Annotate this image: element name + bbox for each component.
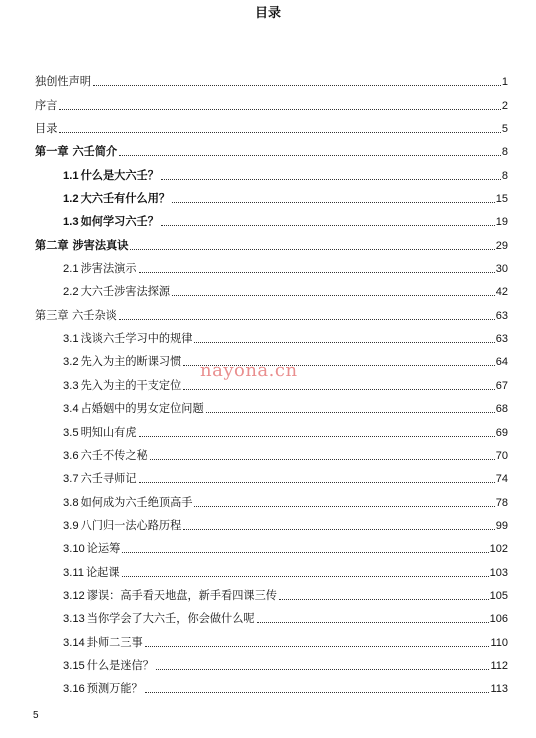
- toc-entry[interactable]: [35, 533, 508, 556]
- toc-entry[interactable]: [35, 183, 508, 206]
- toc-entry-page: 42: [495, 286, 508, 299]
- toc-entry-number: 3.7: [63, 473, 79, 486]
- toc-entry-page: 112: [490, 659, 508, 672]
- dot-leader: [59, 109, 500, 110]
- toc-entry-label: 什么是大六壬？: [80, 168, 159, 182]
- page-title: 目录: [254, 6, 281, 21]
- dot-leader: [183, 529, 494, 530]
- toc-entry-page: 70: [495, 449, 508, 462]
- toc-entry[interactable]: [35, 556, 508, 579]
- dot-leader: [257, 622, 489, 623]
- toc-entry-number: 3.3: [63, 379, 79, 392]
- toc-entry-number: 3.10: [63, 543, 85, 556]
- toc-entry-label: 独创性声明: [35, 75, 91, 89]
- toc-entry-page: 63: [495, 309, 508, 322]
- dot-leader: [93, 85, 501, 86]
- toc-entry-page: 74: [495, 473, 508, 486]
- dot-leader: [150, 459, 495, 460]
- toc-entry-page: 30: [495, 263, 508, 276]
- toc-entry-number: 2.2: [63, 286, 79, 299]
- toc-entry[interactable]: [35, 299, 508, 322]
- toc-entry-label: 谬误：高手看天地盘，新手看四课三传: [86, 588, 277, 602]
- toc-entry-label: 目录: [35, 122, 58, 136]
- toc-entry-label: 六壬不传之秘: [80, 448, 148, 462]
- toc-entry[interactable]: [35, 113, 508, 136]
- toc-entry[interactable]: [35, 673, 508, 696]
- toc-entry-page: 68: [495, 403, 508, 416]
- dot-leader: [194, 342, 494, 343]
- toc-entry-page: 15: [495, 193, 508, 206]
- dot-leader: [122, 552, 488, 553]
- toc-entry-number: 3.4: [63, 403, 79, 416]
- toc-entry-label: 论运筹: [86, 542, 121, 556]
- toc-entry[interactable]: [35, 229, 508, 252]
- dot-leader: [145, 646, 490, 647]
- toc-entry-label: 先入为主的干支定位: [80, 378, 182, 392]
- toc-entry[interactable]: [35, 136, 508, 159]
- dot-leader: [119, 155, 501, 156]
- toc-entry[interactable]: [35, 89, 508, 112]
- toc-entry-page: 106: [489, 613, 508, 626]
- toc-entry[interactable]: [35, 276, 508, 299]
- toc-entry[interactable]: [35, 159, 508, 182]
- watermark: nayona.cn: [200, 360, 298, 381]
- toc-entry-page: 67: [495, 379, 508, 392]
- toc-entry[interactable]: [35, 650, 508, 673]
- toc-entry-number: 3.9: [63, 519, 79, 532]
- toc-entry-page: 64: [495, 356, 508, 369]
- dot-leader: [161, 179, 501, 180]
- toc-entry-label: 第一章 六壬简介: [35, 145, 118, 159]
- dot-leader: [172, 295, 495, 296]
- toc-entry-number: 1.2: [63, 193, 79, 206]
- toc-entry-page: 2: [501, 99, 508, 112]
- toc-entry-number: 3.12: [63, 589, 85, 602]
- toc-entry-label: 什么是迷信？: [86, 658, 154, 672]
- toc-entry-page: 103: [489, 566, 508, 579]
- toc-entry[interactable]: [35, 393, 508, 416]
- toc-entry-number: 3.5: [63, 426, 79, 439]
- toc-entry-label: 第二章 涉害法真诀: [35, 238, 129, 252]
- toc-entry-label: 八门归一法心路历程: [80, 518, 182, 532]
- toc-entry-label: 如何成为六壬绝顶高手: [80, 495, 193, 509]
- toc-entry-label: 卦师二三事: [86, 635, 143, 649]
- dot-leader: [139, 436, 495, 437]
- toc-entry-number: 1.1: [63, 169, 79, 182]
- toc-entry-page: 99: [495, 519, 508, 532]
- toc-entry-label: 如何学习六壬？: [80, 215, 159, 229]
- toc-entry-page: 19: [495, 216, 508, 229]
- toc-entry-number: 3.11: [63, 566, 84, 579]
- toc-entry-page: 29: [495, 239, 508, 252]
- toc-entry-page: 8: [501, 169, 508, 182]
- toc-entry-page: 5: [501, 123, 508, 136]
- dot-leader: [279, 599, 489, 600]
- toc-entry-number: 3.2: [63, 356, 79, 369]
- toc-entry-number: 3.13: [63, 613, 85, 626]
- toc-entry[interactable]: [35, 626, 508, 649]
- dot-leader: [183, 389, 494, 390]
- toc-entry-label: 涉害法演示: [80, 262, 137, 276]
- toc-entry-label: 浅谈六壬学习中的规律: [80, 332, 193, 346]
- toc-entry-label: 第三章 六壬杂谈: [35, 308, 117, 322]
- dot-leader: [206, 412, 495, 413]
- dot-leader: [122, 576, 489, 577]
- dot-leader: [156, 669, 490, 670]
- dot-leader: [194, 506, 494, 507]
- toc-entry-number: 1.3: [63, 216, 79, 229]
- toc-entry-number: 3.16: [63, 683, 85, 696]
- dot-leader: [119, 319, 495, 320]
- toc-entry-label: 论起课: [85, 565, 120, 579]
- toc-entry-label: 明知山有虎: [80, 425, 137, 439]
- toc-entry-number: 2.1: [63, 263, 79, 276]
- toc-entry-page: 69: [495, 426, 508, 439]
- dot-leader: [130, 249, 494, 250]
- toc-entry-number: 3.15: [63, 659, 85, 672]
- page-number: 5: [33, 710, 39, 721]
- toc-entry[interactable]: [35, 486, 508, 509]
- toc-entry-number: 3.8: [63, 496, 79, 509]
- toc-entry-label: 序言: [35, 98, 58, 112]
- toc-entry[interactable]: [35, 416, 508, 439]
- toc-entry-label: 大六壬涉害法探源: [80, 285, 171, 299]
- toc-entry-page: 110: [490, 636, 508, 649]
- toc-entry[interactable]: [35, 440, 508, 463]
- dot-leader: [145, 692, 490, 693]
- toc-entry-number: 3.6: [63, 449, 79, 462]
- toc-entry-label: 预测万能？: [86, 682, 143, 696]
- toc-entry-page: 102: [489, 543, 508, 556]
- dot-leader: [161, 225, 495, 226]
- toc-entry-page: 8: [501, 146, 508, 159]
- toc-entry-page: 113: [490, 683, 508, 696]
- toc-entry[interactable]: [35, 206, 508, 229]
- toc-entry-number: 3.14: [63, 636, 85, 649]
- toc-entry[interactable]: [35, 253, 508, 276]
- toc-entry-label: 占婚姻中的男女定位问题: [80, 402, 204, 416]
- table-of-contents: [35, 66, 508, 696]
- dot-leader: [139, 272, 495, 273]
- toc-entry-label: 先入为主的断课习惯: [80, 355, 182, 369]
- toc-entry[interactable]: [35, 603, 508, 626]
- toc-entry[interactable]: [35, 323, 508, 346]
- toc-entry-page: 1: [501, 76, 508, 89]
- toc-entry-label: 六壬寻师记: [80, 472, 137, 486]
- toc-entry[interactable]: [35, 580, 508, 603]
- toc-entry-label: 大六壬有什么用？: [80, 192, 171, 206]
- toc-entry[interactable]: [35, 463, 508, 486]
- toc-entry-page: 78: [495, 496, 508, 509]
- toc-entry[interactable]: [35, 66, 508, 89]
- toc-entry-page: 63: [495, 333, 508, 346]
- toc-entry-number: 3.1: [63, 333, 79, 346]
- dot-leader: [59, 132, 500, 133]
- toc-entry-page: 105: [489, 589, 508, 602]
- toc-entry[interactable]: [35, 510, 508, 533]
- dot-leader: [172, 202, 495, 203]
- toc-entry-label: 当你学会了大六壬，你会做什么呢: [86, 612, 255, 626]
- dot-leader: [139, 482, 495, 483]
